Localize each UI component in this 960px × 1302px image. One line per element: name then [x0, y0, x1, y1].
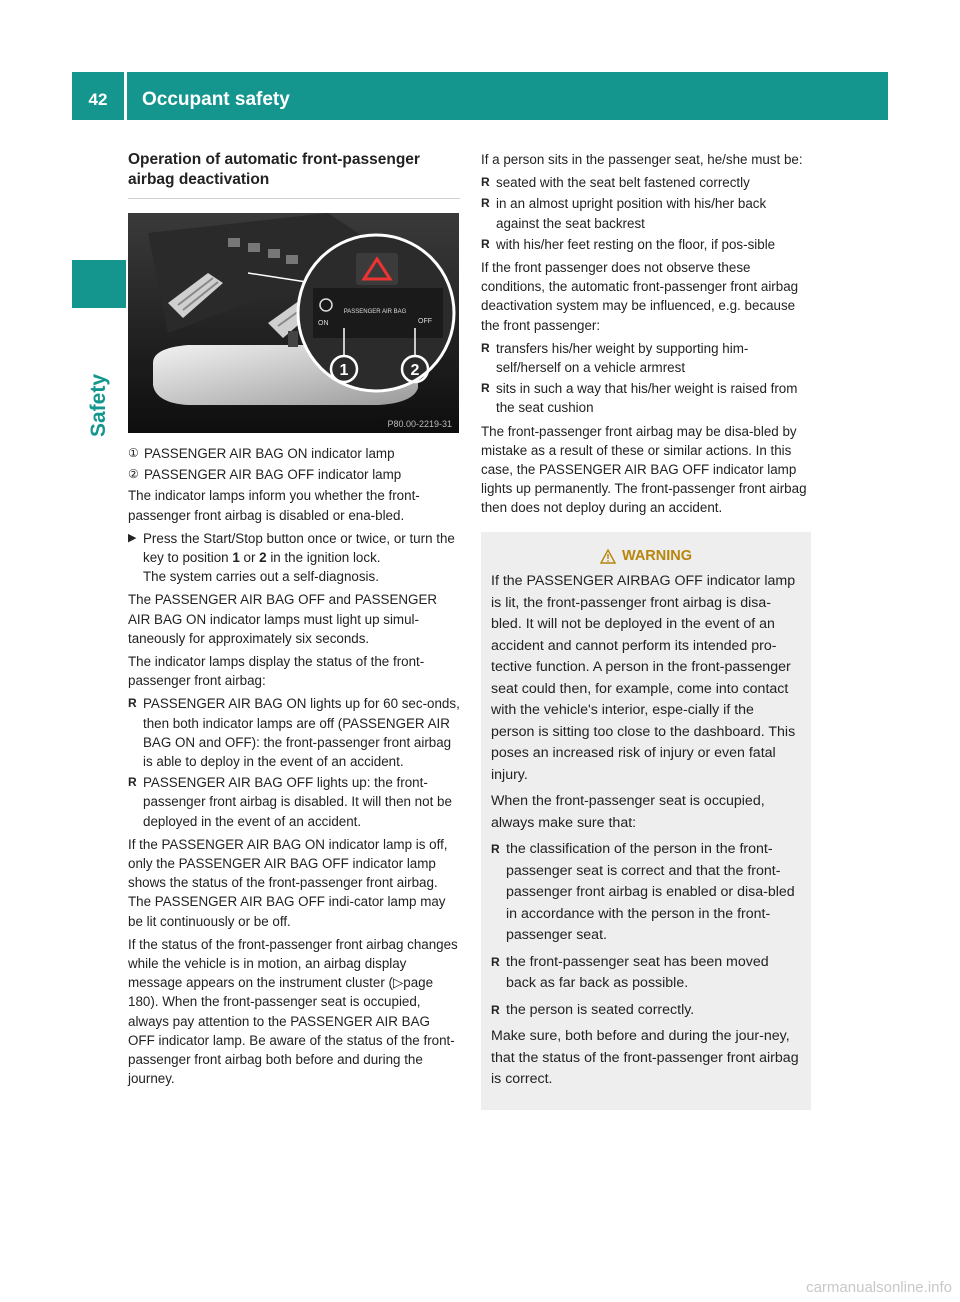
header-divider	[124, 72, 127, 120]
step-result: The system carries out a self-diagnosis.	[143, 569, 379, 585]
bullet-marker: R	[481, 196, 490, 211]
list-item: R PASSENGER AIR BAG OFF lights up: the front-passenger front airbag is disabled. It will then not be deployed in the event of an accident.	[128, 773, 460, 831]
console-button	[286, 255, 298, 264]
marker-1-label: 1	[339, 362, 349, 379]
legend-number: ②	[128, 467, 139, 482]
legend-number: ①	[128, 446, 139, 460]
paragraph: The front-passenger front airbag may be disa-bled by mistake as a result of these or similar actions. In this case, the PASSENGER AIR BAG OFF indicator lamp lights up permanently. The front-passenger front airbag then does not deploy during an accident.	[481, 423, 807, 516]
overhead-control-panel-photo	[128, 213, 459, 433]
warning-header	[491, 546, 801, 568]
left-column	[128, 150, 460, 1093]
watermark: carmanualsonline.info	[806, 1279, 952, 1296]
legend	[128, 444, 460, 484]
photo-code: P80.00-2219-31	[387, 419, 452, 429]
list-item: R the front-passenger seat has been moved back as far back as possible.	[491, 952, 801, 995]
legend-item	[128, 444, 460, 463]
chapter-title: Occupant safety	[142, 89, 290, 110]
panel-off-label: OFF	[418, 318, 432, 325]
warning-box	[481, 532, 811, 1110]
bullet-marker: R	[481, 381, 490, 396]
paragraph: If a person sits in the passenger seat, he/she must be:	[481, 152, 803, 167]
warning-paragraph: When the front-passenger seat is occupied, always make sure that:	[491, 793, 765, 831]
paragraph: If the PASSENGER AIR BAG ON indicator lamp is off, only the PASSENGER AIR BAG OFF indicator lamp shows the status of the front-passenger front airbag. The PASSENGER AIR BAG OFF indi-cator lamp may be lit continuously or be off.	[128, 836, 448, 929]
section-label: Safety	[87, 373, 110, 437]
paragraph: The PASSENGER AIR BAG OFF and PASSENGER AIR BAG ON indicator lamps must light up simul-taneously for approximately six seconds.	[128, 592, 438, 646]
list-item: R in an almost upright position with his/her back against the seat backrest	[481, 194, 811, 232]
right-column	[481, 150, 811, 1110]
bullet-marker: R	[481, 236, 490, 251]
warning-paragraph: If the PASSENGER AIRBAG OFF indicator lamp is lit, the front-passenger front airbag is disa-bled. It will not be deployed in the event of an accident and cannot perform its intended pro-tective function. A person in the front-passenger seat could then, for example, come into contact with the vehicle's interior, espe-cially if the person is sitting too close to the dashboard. This poses an increased risk of injury or even fatal injury.	[491, 573, 796, 783]
step-body	[143, 529, 460, 587]
bullet-marker: R	[481, 340, 490, 355]
warning-triangle-icon	[600, 549, 616, 564]
step-arrow-icon: ▶	[128, 531, 137, 544]
bullet-marker: R	[491, 954, 500, 969]
section-tab	[72, 260, 126, 308]
bullet-marker: R	[491, 1002, 500, 1017]
warning-title: WARNING	[621, 547, 693, 564]
bullet-marker: R	[491, 842, 500, 857]
panel-on-label: ON	[318, 320, 329, 327]
influence-list	[481, 339, 811, 418]
section-heading: Operation of automatic front-passenger airbag deactivation	[128, 150, 460, 199]
warning-list	[491, 839, 801, 1021]
paragraph: If the front passenger does not observe these conditions, the automatic front-passenger front airbag deactivation system may be influenced, e.g. because the front passenger:	[481, 260, 799, 333]
mirror-mount	[288, 331, 298, 347]
panel-center-label: PASSENGER AIR BAG	[343, 309, 407, 315]
legend-text: PASSENGER AIR BAG ON indicator lamp	[144, 446, 395, 461]
bullet-marker: R	[481, 175, 490, 190]
step-text: Press the Start/Stop button once or twice, or turn the key to position	[143, 530, 455, 566]
marker-2-label: 2	[410, 362, 420, 379]
legend-text: PASSENGER AIR BAG OFF indicator lamp	[144, 467, 402, 483]
step-text: or	[239, 550, 260, 566]
step-text: in the ignition lock.	[266, 550, 381, 566]
photo-illustration	[128, 213, 459, 433]
page-reference-link[interactable]: page 180	[128, 975, 434, 1010]
list-item: R sits in such a way that his/her weight is raised from the seat cushion	[481, 379, 811, 417]
console-button	[268, 249, 280, 258]
legend-item	[128, 465, 460, 484]
list-item: R PASSENGER AIR BAG ON lights up for 60 sec-onds, then both indicator lamps are off (PASSENGER AIR BAG ON and OFF): the front-passenger front airbag is able to deploy in the event of an accident.	[128, 694, 460, 771]
paragraph: The indicator lamps display the status of the front-passenger front airbag:	[128, 654, 425, 689]
bullet-marker: R	[128, 696, 137, 711]
step-position-1: 1	[232, 550, 240, 566]
step-position-2: 2	[259, 550, 267, 566]
console-button	[228, 238, 240, 247]
list-item: R transfers his/her weight by supporting him-self/herself on a vehicle armrest	[481, 339, 811, 377]
intro-paragraph: The indicator lamps inform you whether the front-passenger front airbag is disabled or ena-bled.	[128, 488, 420, 523]
page-reference-arrow-icon: ▷	[392, 975, 404, 991]
list-item: R the person is seated correctly.	[491, 1000, 801, 1022]
seating-conditions-list	[481, 173, 811, 254]
list-item: R seated with the seat belt fastened correctly	[481, 173, 811, 192]
warning-paragraph: Make sure, both before and during the jour-ney, that the status of the front-passenger front airbag is correct.	[491, 1028, 799, 1088]
instruction-step	[128, 529, 460, 587]
list-item: R with his/her feet resting on the floor, if pos-sible	[481, 235, 811, 254]
bullet-marker: R	[128, 775, 137, 790]
paragraph: If the status of the front-passenger front airbag changes while the vehicle is in motion, an airbag display message appears on the instrument cluster (▷page 180). When the front-passenger seat is occupied, always pay attention to the PASSENGER AIR BAG OFF indicator lamp. Be aware of the status of the front-passenger front airbag both before and during the journey.	[128, 936, 458, 1087]
list-item: R the classification of the person in the front-passenger seat is correct and that the front-passenger front airbag is enabled or disa-bled in accordance with the person in the front-passenger seat.	[491, 839, 801, 947]
page-number: 42	[88, 90, 108, 109]
header-bar	[72, 72, 888, 120]
status-list	[128, 694, 460, 830]
console-button	[248, 243, 260, 252]
